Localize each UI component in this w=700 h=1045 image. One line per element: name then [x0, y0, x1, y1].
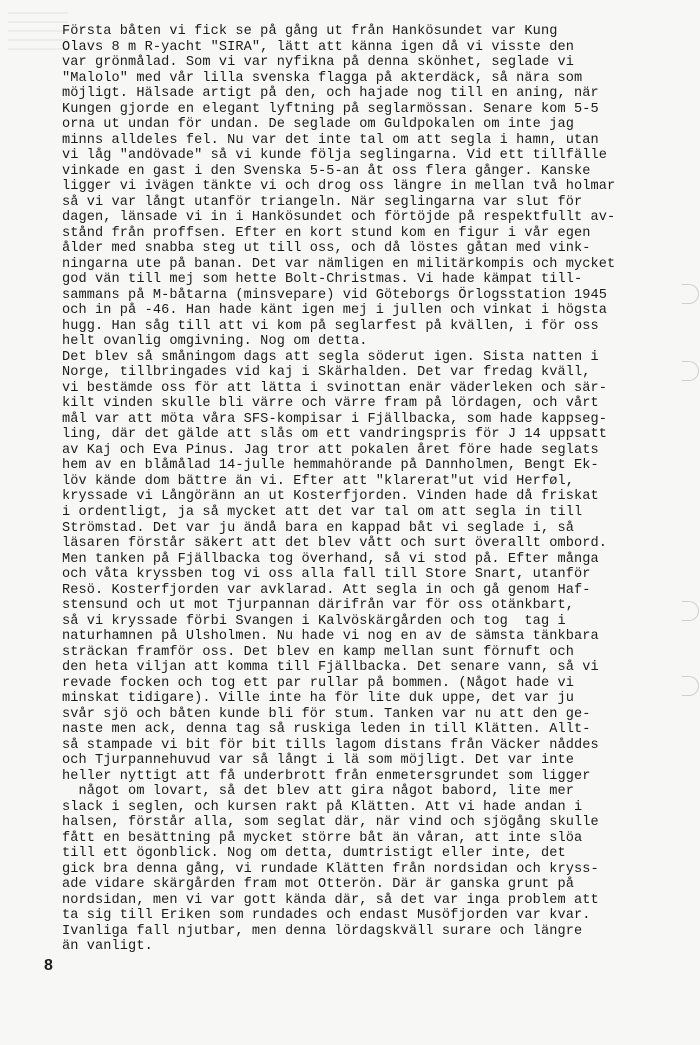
text-line: fått en besättning på mycket större båt än våran, att inte slöa	[62, 830, 583, 846]
text-line: så vi kryssade förbi Svangen i Kalvöskärgården och tog tag i	[62, 613, 566, 629]
text-line: Kungen gjorde en elegant lyftning på seglarmössan. Senare kom 5-5	[62, 101, 599, 117]
text-line: vinkade en gast i den Svenska 5-5-an åt oss flera gånger. Kanske	[62, 163, 591, 179]
text-line: vi låg "andövade" så vi kunde följa seglingarna. Vid ett tillfälle	[62, 148, 607, 164]
text-line: stensund och ut mot Tjurpannan därifrån var för oss otänkbart,	[62, 598, 574, 614]
text-line: Olavs 8 m R-yacht "SIRA", lätt att känna igen då vi visste den	[62, 39, 574, 55]
text-line: och våta kryssben tog vi oss alla fall till Store Snart, utanför	[62, 567, 591, 583]
text-line: så vi var långt utanför triangeln. När seglingarna var slut för	[62, 194, 583, 210]
text-line: Ivanliga fall njutbar, men denna lördagskväll surare och längre	[62, 923, 583, 939]
text-line: helt ovanlig omgivning. Nog om detta.	[62, 334, 368, 350]
text-line: naturhamnen på Ulsholmen. Nu hade vi nog en av de sämsta tänkbara	[62, 629, 599, 645]
text-line: ta sig till Eriken som rundades och endast Musöfjorden var kvar.	[62, 908, 591, 924]
punch-hole-mark	[682, 361, 699, 381]
text-line: Men tanken på Fjällbacka tog överhand, så vi stod på. Efter många	[62, 551, 599, 567]
text-line: ligger vi ivägen tänkte vi och drog oss längre in mellan två holmar	[62, 179, 616, 195]
text-line: minskat tidigare). Ville inte ha för lite duk uppe, det var ju	[62, 691, 574, 707]
text-line: i ordentligt, ja så mycket att det var tal om att segla in till	[62, 504, 583, 520]
text-line: kilt vinden skulle bli värre och värre fram på lördagen, och vårt	[62, 396, 599, 412]
text-line: naste men ack, denna tag så ruskiga leden in till Klätten. Allt-	[62, 722, 591, 738]
text-line: ålder med snabba steg ut till oss, och då löstes gåtan med vink-	[62, 241, 591, 257]
text-line: den heta viljan att komma till Fjällbacka. Det senare vann, så vi	[62, 660, 599, 676]
text-line: slack i seglen, och kursen rakt på Klätten. Att vi hade andan i	[62, 799, 583, 815]
text-line: dagen, länsade vi in i Hankösundet och förtöjde på respektfullt av-	[62, 210, 616, 226]
text-line: halsen, förstår alla, som seglat där, när vind och sjögång skulle	[62, 815, 599, 831]
text-line: hugg. Han såg till att vi kom på seglarfest på kvällen, i för oss	[62, 318, 599, 334]
text-line: hem av en blåmålad 14-julle hemmahörande på Dannholmen, Bengt Ek-	[62, 458, 599, 474]
text-line: heller nyttigt att få underbrott från enmetersgrundet som ligger	[62, 768, 591, 784]
text-line: sträckan framför oss. Det blev en kamp mellan sunt förnuft och	[62, 644, 574, 660]
text-line: nordsidan, men vi var gott kända där, så det var inga problem att	[62, 892, 599, 908]
text-line: minns alldeles fel. Nu var det inte tal om att segla i hamn, utan	[62, 132, 599, 148]
text-line: och in på -46. Han hade känt igen mej i jullen och vinkat i högsta	[62, 303, 607, 319]
text-line: ade vidare skärgården fram mot Otterön. Där är ganska grunt på	[62, 877, 574, 893]
text-line: god vän till mej som hette Bolt-Christmas. Vi hade kämpat till-	[62, 272, 583, 288]
text-line: Resö. Kosterfjorden var avklarad. Att segla in och gå genom Haf-	[62, 582, 591, 598]
bleed-through-shadow	[8, 6, 68, 50]
text-line: och Tjurpannehuvud var så långt i lä som möjligt. Det var inte	[62, 753, 574, 769]
text-line: Första båten vi fick se på gång ut från Hankösundet var Kung	[62, 24, 558, 39]
text-line: kryssade vi Långöränn an ut Kosterfjorden. Vinden hade då friskat	[62, 489, 599, 505]
text-line: än vanligt.	[62, 939, 153, 955]
punch-hole-mark	[682, 284, 699, 304]
text-line: svår sjö och båten kunde bli för stum. Tanken var nu att den ge-	[62, 706, 591, 722]
text-line: revade focken och tog ett par rullar på bommen. (Något hade vi	[62, 675, 574, 691]
text-line: av Kaj och Eva Pinus. Jag tror att pokalen året före hade seglats	[62, 442, 599, 458]
text-line: stånd från proffsen. Efter en kort stund kom en figur i vår egen	[62, 225, 591, 241]
page-number: 8	[44, 957, 53, 974]
text-line: orna ut undan för undan. De seglade om Guldpokalen om inte jag	[62, 117, 574, 133]
text-line: ling, där det gälde att slås om ett vandringspris för J 14 uppsatt	[62, 427, 607, 443]
text-line: möjligt. Hälsade artigt på den, och hajade nog till en aning, när	[62, 86, 599, 102]
text-line: vi bestämde oss för att lätta i svinottan enär väderleken och sär-	[62, 380, 607, 396]
text-line: till ett ögonblick. Nog om detta, dumtristigt eller inte, det	[62, 846, 566, 862]
text-line: så stampade vi bit för bit tills lagom distans från Väcker nåddes	[62, 737, 599, 753]
text-line: mål var att möta våra SFS-kompisar i Fjällbacka, som hade kappseg-	[62, 411, 607, 427]
text-line: Det blev så småningom dags att segla söderut igen. Sista natten i	[62, 349, 599, 365]
text-line: gick bra denna gång, vi rundade Klätten från nordsidan och kryss-	[62, 861, 599, 877]
text-line: var grönmålad. Som vi var nyfikna på denna skönhet, seglade vi	[62, 55, 574, 71]
text-line: Norge, tillbringades vid kaj i Skärhalden. Det var fredag kväll,	[62, 365, 591, 381]
text-line: "Malolo" med vår lilla svenska flagga på akterdäck, så nära som	[62, 70, 583, 86]
text-line: läsaren förstår säkert att det blev vått och surt överallt ombord.	[62, 536, 607, 552]
text-line: något om lovart, så det blev att gira något babord, lite mer	[62, 784, 574, 800]
punch-hole-mark	[682, 676, 699, 696]
punch-hole-mark	[682, 601, 699, 621]
text-line: Strömstad. Det var ju ändå bara en kappad båt vi seglade i, så	[62, 520, 574, 536]
text-line: löv kände dom bättre än vi. Efter att "klarerat"ut vid Herføl,	[62, 473, 574, 489]
body-text	[62, 24, 662, 955]
text-line: sammans på M-båtarna (minsvepare) vid Göteborgs Örlogsstation 1945	[62, 287, 607, 303]
text-line: ningarna ute på banan. Det var nämligen en militärkompis och mycket	[62, 256, 616, 272]
